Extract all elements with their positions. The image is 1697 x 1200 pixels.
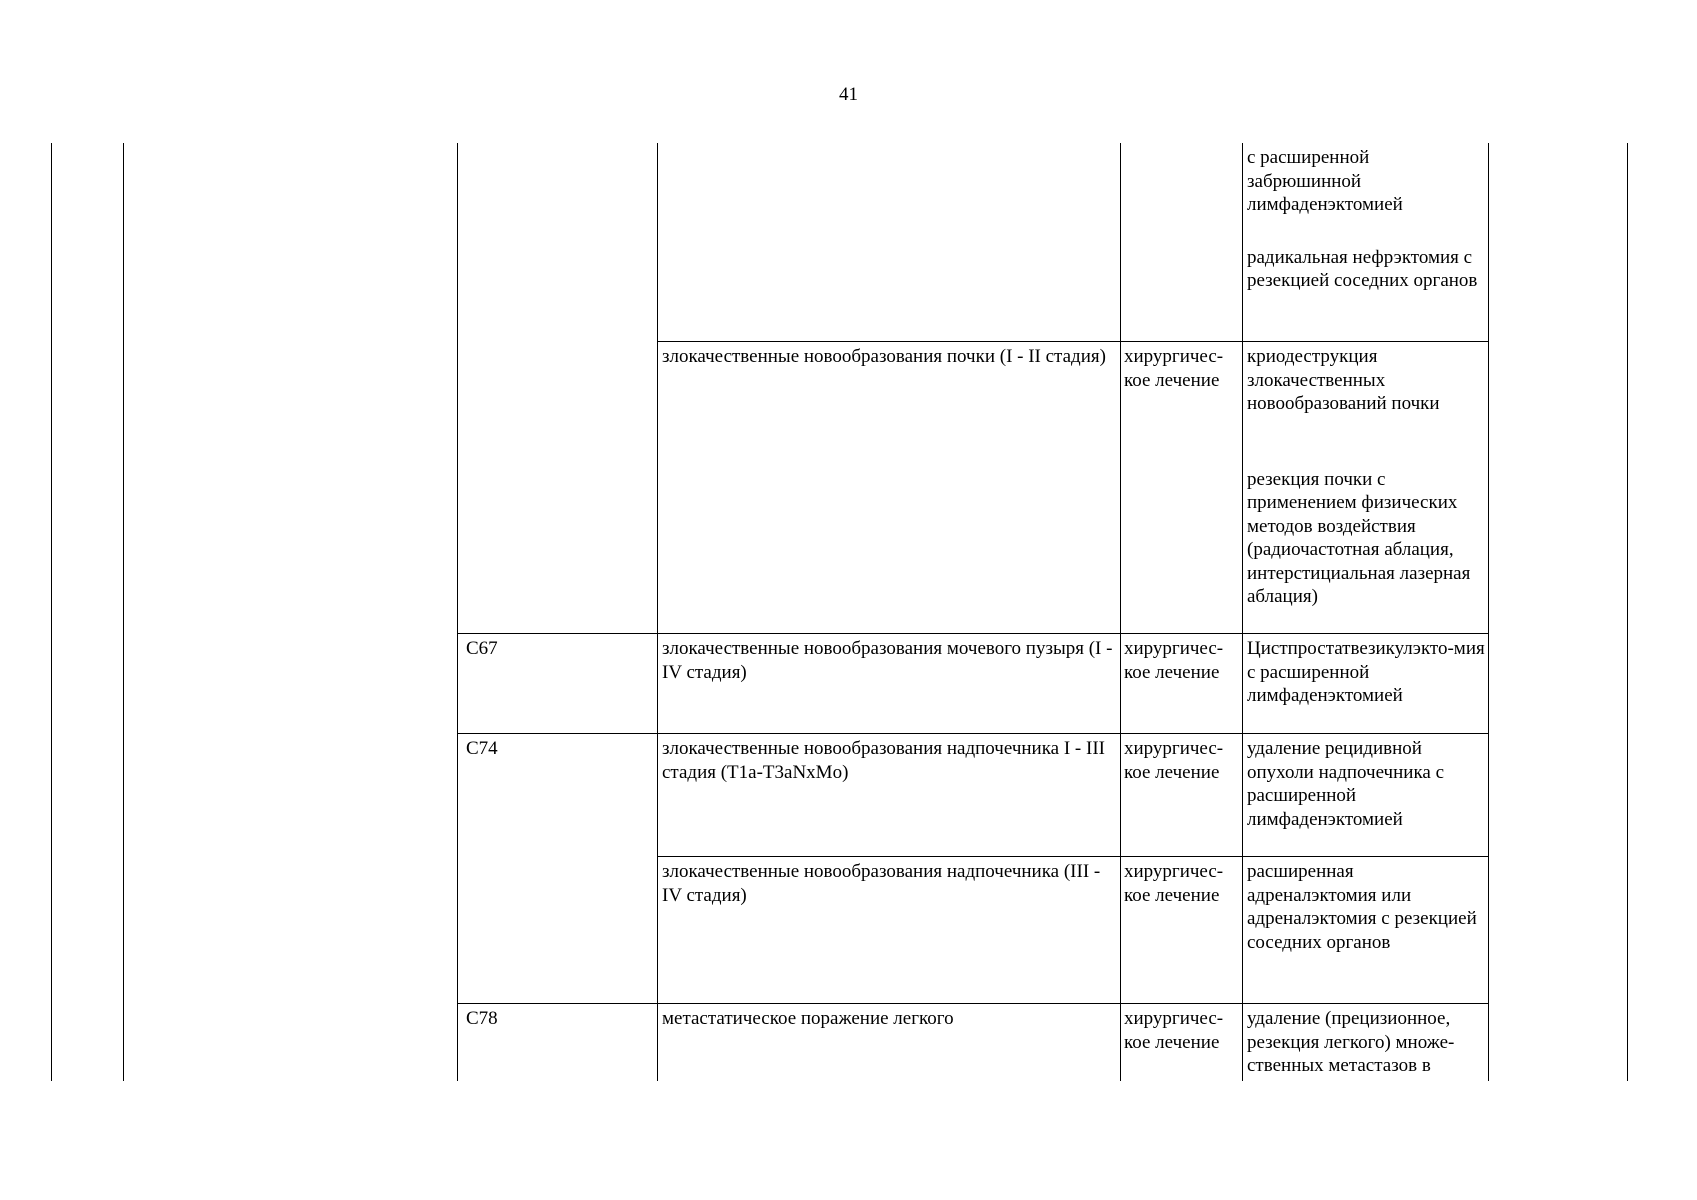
diagnosis-cell: злокачественные новообразования почки (I - II стадия): [662, 346, 1106, 367]
method-text: резекция почки с применением физических методов воздействия (радиочастотная аблация, интерстициальная лазерная аблация): [1247, 468, 1471, 607]
icd-code-cell: C67: [466, 638, 498, 659]
method-text: криодеструкция злокачественных новообразований почки: [1247, 346, 1440, 414]
methods-cell: [1247, 637, 1487, 708]
services-table: [0, 143, 1697, 1081]
icd-code-cell: C74: [466, 738, 498, 759]
column-divider: [457, 143, 458, 1081]
table-border-right: [1627, 143, 1628, 1081]
diagnosis-cell: злокачественные новообразования надпочечника I - III стадия (T1a-T3aNxMo): [662, 738, 1105, 783]
method-text: удаление рецидивной опухоли надпочечника с расширенной лимфаденэктомией: [1247, 738, 1445, 830]
row-divider: [657, 856, 1488, 857]
treatment-cell: хирургичес-кое лечение: [1124, 346, 1224, 391]
methods-cell: [1247, 1007, 1487, 1078]
row-divider: [657, 341, 1488, 342]
column-divider: [123, 143, 124, 1081]
treatment-cell: хирургичес-кое лечение: [1124, 638, 1224, 683]
treatment-cell: хирургичес-кое лечение: [1124, 1008, 1224, 1053]
row-divider: [457, 733, 1488, 734]
diagnosis-cell: злокачественные новообразования надпочечника (III - IV стадия): [662, 861, 1101, 906]
method-text: радикальная нефрэктомия с резекцией соседних органов: [1247, 246, 1478, 291]
column-divider: [1488, 143, 1489, 1081]
icd-code-cell: C78: [466, 1008, 498, 1029]
row-divider: [457, 633, 1488, 634]
column-divider: [1120, 143, 1121, 1081]
treatment-cell: хирургичес-кое лечение: [1124, 861, 1224, 906]
diagnosis-cell: метастатическое поражение легкого: [662, 1008, 954, 1029]
method-text: с расширенной забрюшинной лимфаденэктомией: [1247, 147, 1403, 215]
diagnosis-cell: злокачественные новообразования мочевого пузыря (I - IV стадия): [662, 638, 1113, 683]
column-divider: [657, 143, 658, 1081]
row-divider: [457, 1003, 1488, 1004]
method-text: Цистпростатвезикулэкто-мия с расширенной лимфаденэктомией: [1247, 638, 1485, 706]
table-border-left: [51, 143, 52, 1081]
table-row: [1247, 146, 1487, 293]
method-text: удаление (прецизионное, резекция легкого) множе-ственных метастазов в: [1247, 1008, 1455, 1076]
treatment-cell: хирургичес-кое лечение: [1124, 738, 1224, 783]
method-text: расширенная адреналэктомия или адреналэктомия с резекцией соседних органов: [1247, 861, 1477, 953]
methods-cell: [1247, 737, 1487, 831]
methods-cell: [1247, 345, 1487, 609]
methods-cell: [1247, 860, 1487, 954]
page-number: 41: [839, 84, 858, 105]
column-divider: [1242, 143, 1243, 1081]
